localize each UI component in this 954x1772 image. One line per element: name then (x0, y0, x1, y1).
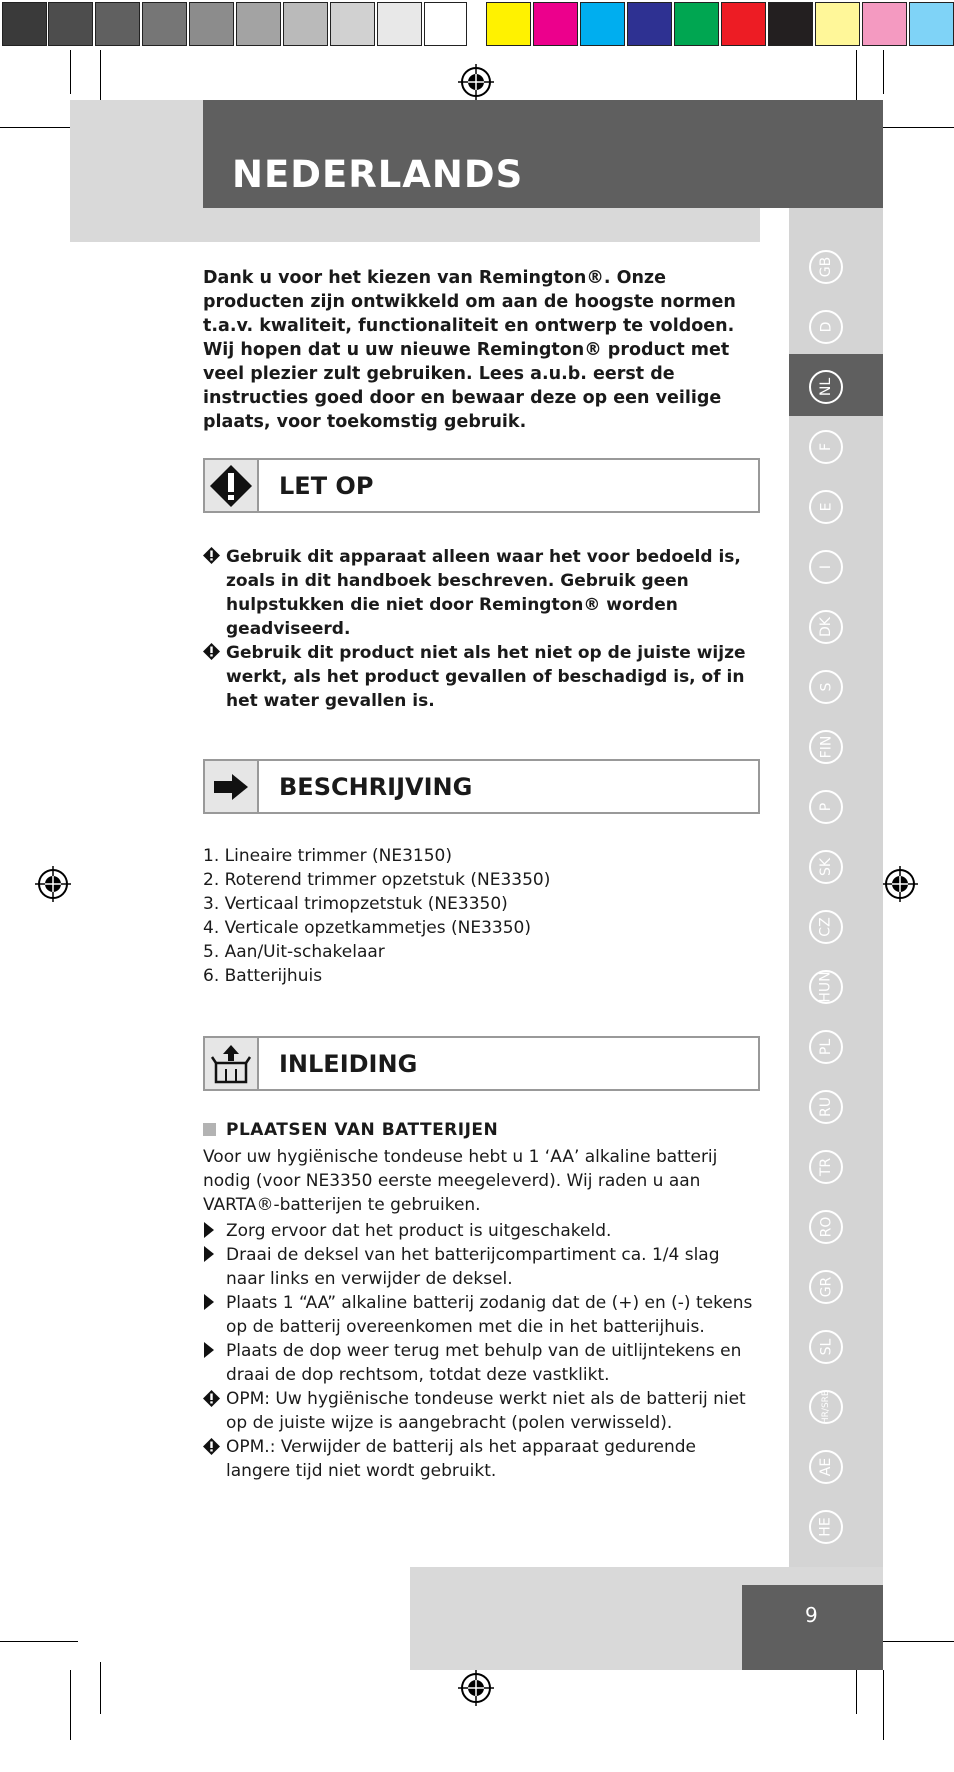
warning-text: Gebruik dit product niet als het niet op de juiste wijze werkt, als het product gevallen of beschadigd is, of in het water gevallen is. (226, 643, 746, 711)
language-tab-label: PL (818, 1038, 834, 1056)
language-tab[interactable] (809, 970, 843, 1004)
warning-item (203, 545, 763, 641)
crop-mark (876, 1641, 954, 1642)
list-item: 5. Aan/Uit-schakelaar (203, 942, 385, 962)
warning-diamond-icon (203, 547, 220, 564)
color-swatch (721, 2, 766, 46)
instruction-step (203, 1219, 763, 1243)
language-tab[interactable] (809, 790, 843, 824)
language-tab-label: GB (817, 256, 834, 278)
print-color-bar (0, 0, 954, 50)
language-tab-label: E (817, 502, 834, 512)
warning-icon-cell (205, 460, 259, 511)
language-tab-label: S (817, 682, 834, 692)
note-text: OPM.: Verwijder de batterij als het apparaat gedurende langere tijd niet wordt gebruikt. (226, 1437, 697, 1481)
color-swatch (627, 2, 672, 46)
language-tab[interactable] (809, 550, 843, 584)
crop-mark (70, 50, 71, 94)
instruction-step (203, 1291, 763, 1339)
color-swatch (283, 2, 328, 46)
color-swatch (909, 2, 954, 46)
language-tab[interactable] (809, 1330, 843, 1364)
note-text: OPM: Uw hygiënische tondeuse werkt niet als de batterij niet op de juiste wijze is aangebracht (polen verwisseld). (226, 1389, 746, 1433)
arrow-right-icon (212, 772, 250, 802)
crop-mark (883, 1670, 884, 1740)
language-tab[interactable] (809, 910, 843, 944)
color-swatch (330, 2, 375, 46)
color-swatch (486, 2, 531, 46)
crop-mark (100, 1662, 101, 1714)
language-tab[interactable] (809, 490, 843, 524)
crop-mark (0, 1641, 78, 1642)
language-tab[interactable] (809, 250, 843, 284)
language-tab-label: GR (817, 1276, 834, 1298)
language-tab-label: FIN (818, 735, 834, 759)
step-text: Draai de deksel van het batterijcompartiment ca. 1/4 slag naar links en verwijder de deksel. (226, 1245, 720, 1289)
color-swatch (533, 2, 578, 46)
registration-mark-icon (458, 1670, 494, 1706)
arrow-icon-cell (205, 761, 259, 812)
square-bullet-icon (203, 1123, 216, 1136)
language-tab[interactable] (809, 1210, 843, 1244)
instruction-step (203, 1243, 763, 1291)
language-tab-label: SK (817, 857, 834, 877)
language-tab[interactable] (809, 310, 843, 344)
list-item: 6. Batterijhuis (203, 966, 323, 986)
color-swatch (95, 2, 140, 46)
battery-paragraph: Voor uw hygiënische tondeuse hebt u 1 ‘AA’ alkaline batterij nodig (voor NE3350 eerste meegeleverd). Wij raden u aan VARTA®-batterijen te gebruiken. (203, 1147, 718, 1215)
language-tab[interactable] (809, 1090, 843, 1124)
language-tab-label: RO (818, 1216, 834, 1238)
color-swatch (424, 2, 467, 46)
color-swatch (815, 2, 860, 46)
language-tab-label: SL (818, 1338, 834, 1356)
crop-mark (883, 50, 884, 94)
description-list (203, 844, 550, 988)
color-swatch (2, 2, 47, 46)
language-tab[interactable] (809, 1150, 843, 1184)
warning-diamond-icon (203, 1438, 220, 1455)
instruction-step (203, 1339, 763, 1387)
crop-mark (100, 50, 101, 106)
subheading-text: PLAATSEN VAN BATTERIJEN (226, 1120, 499, 1140)
warning-diamond-icon (203, 1390, 220, 1407)
warning-item (203, 641, 763, 713)
language-tab-label: HR/SRB (821, 1389, 832, 1425)
list-item: 2. Roterend trimmer opzetstuk (NE3350) (203, 870, 551, 890)
section-title: INLEIDING (279, 1050, 418, 1078)
language-tab[interactable] (809, 370, 843, 404)
language-tab[interactable] (809, 850, 843, 884)
section-title: BESCHRIJVING (279, 773, 473, 801)
subheading (203, 1120, 498, 1140)
warning-text: Gebruik dit apparaat alleen waar het voor bedoeld is, zoals in dit handboek beschreven. Gebruik geen hulpstukken die niet door Remington® worden geadviseerd. (226, 547, 741, 639)
color-swatch (48, 2, 93, 46)
language-tab[interactable] (809, 1270, 843, 1304)
section-inleiding (203, 1036, 760, 1091)
color-swatch (189, 2, 234, 46)
color-swatch (674, 2, 719, 46)
registration-mark-icon (35, 866, 71, 902)
list-item: 4. Verticale opzetkammetjes (NE3350) (203, 918, 531, 938)
language-tab-label: F (818, 442, 834, 452)
note-item (203, 1387, 763, 1435)
color-swatch (768, 2, 813, 46)
language-tab-label: P (817, 802, 834, 812)
box-unpack-icon (210, 1043, 252, 1085)
registration-mark-icon (458, 64, 494, 100)
language-tab-label: NL (818, 377, 834, 397)
section-beschrijving (203, 759, 760, 814)
crop-mark (70, 1670, 71, 1740)
warning-diamond-icon (203, 643, 220, 660)
crop-mark (876, 127, 954, 128)
crop-mark (0, 127, 78, 128)
triangle-bullet-icon (203, 1342, 215, 1358)
list-item: 3. Verticaal trimopzetstuk (NE3350) (203, 894, 508, 914)
unpack-icon-cell (205, 1038, 259, 1089)
section-title: LET OP (279, 472, 374, 500)
note-item (203, 1435, 763, 1483)
color-swatch (580, 2, 625, 46)
intro-paragraph: Dank u voor het kiezen van Remington®. Onze producten zijn ontwikkeld om aan de hoogste normen t.a.v. kwaliteit, functionaliteit en ontwerp te voldoen. Wij hopen dat u uw nieuwe Remington® product met veel plezier zult gebruiken. Lees a.u.b. eerst de instructies goed door en bewaar deze op een veilige plaats, voor toekomstig gebruik. (203, 268, 736, 432)
section-let-op (203, 458, 760, 513)
triangle-bullet-icon (203, 1246, 215, 1262)
language-tab[interactable] (809, 670, 843, 704)
language-tab-label: DK (818, 617, 834, 637)
language-tab[interactable] (809, 730, 843, 764)
triangle-bullet-icon (203, 1294, 215, 1310)
page-number: 9 (805, 1603, 818, 1627)
triangle-bullet-icon (203, 1222, 215, 1238)
language-tab-label: RU (817, 1097, 834, 1117)
page-title: NEDERLANDS (232, 153, 524, 196)
page-number-box (742, 1585, 883, 1670)
language-tab-label: I (817, 564, 834, 570)
language-tab-label: TR (818, 1157, 834, 1177)
language-tab-label: D (818, 321, 834, 333)
list-item: 1. Lineaire trimmer (NE3150) (203, 846, 453, 866)
color-swatch (377, 2, 422, 46)
language-tab[interactable] (809, 1510, 843, 1544)
crop-mark (856, 50, 857, 106)
language-tab[interactable] (809, 430, 843, 464)
color-swatch (862, 2, 907, 46)
step-text: Zorg ervoor dat het product is uitgeschakeld. (226, 1221, 612, 1241)
language-tab-label: AE (818, 1457, 834, 1477)
color-swatch (142, 2, 187, 46)
language-tab-label: HE (818, 1517, 834, 1537)
language-tab[interactable] (809, 1030, 843, 1064)
language-tab-label: CZ (818, 917, 834, 937)
color-swatch (236, 2, 281, 46)
language-tab[interactable] (809, 1450, 843, 1484)
language-tab[interactable] (809, 610, 843, 644)
step-text: Plaats de dop weer terug met behulp van de uitlijntekens en draai de dop rechtsom, totdat deze vastklikt. (226, 1341, 742, 1385)
registration-mark-icon (882, 866, 918, 902)
warning-icon (208, 463, 254, 509)
language-tab[interactable] (809, 1390, 843, 1424)
language-tab-label: HUN (818, 971, 834, 1003)
step-text: Plaats 1 “AA” alkaline batterij zodanig dat de (+) en (-) tekens op de batterij overeenkomen met die in het batterijhuis. (226, 1293, 753, 1337)
